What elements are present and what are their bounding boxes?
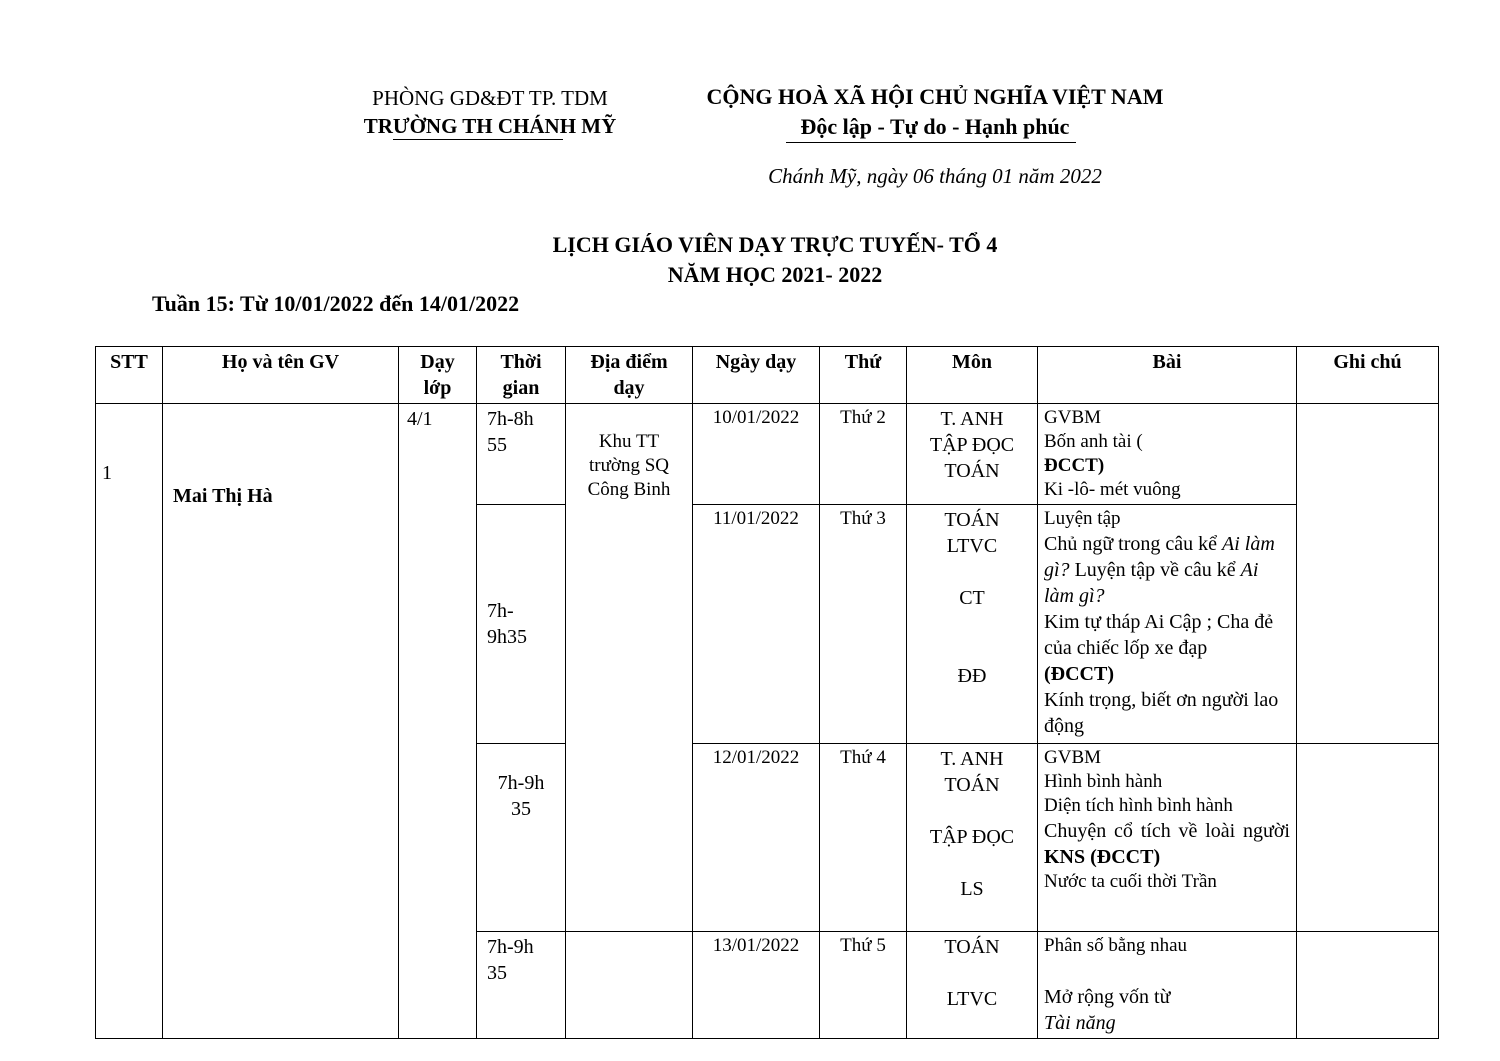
subject-cell: TOÁN LTVC [907,932,1038,1039]
note-cell [1297,932,1439,1039]
title-line-2: NĂM HỌC 2021- 2022 [667,262,883,287]
table-row [96,404,1439,505]
header-class: Dạy lớp [399,347,477,404]
header-subject: Môn [907,347,1038,404]
school-name: TRƯỜNG TH CHÁNH MỸ [363,114,617,138]
lesson-cell: GVBM Bốn anh tài ( ĐCCT) Ki -lô- mét vuông [1038,404,1297,505]
time-cell: 7h-8h 55 [477,404,566,505]
header-date: Ngày dạy [693,347,820,404]
motto: Độc lập - Tự do - Hạnh phúc [800,114,1070,139]
title-line-1: LỊCH GIÁO VIÊN DẠY TRỰC TUYẾN- TỔ 4 [552,232,998,257]
subject-cell: T. ANH TOÁN TẬP ĐỌC LS [907,744,1038,932]
weekday-cell: Thứ 4 [820,744,907,932]
teacher-name-cell: Mai Thị Hà [163,404,399,1039]
place-cell: Khu TT trường SQ Công Binh [566,404,693,932]
note-cell [1297,404,1439,744]
week-range: Tuần 15: Từ 10/01/2022 đến 14/01/2022 [152,291,520,316]
header-weekday: Thứ [820,347,907,404]
table-header-row [96,347,1439,404]
header-name: Họ và tên GV [163,347,399,404]
document-title [0,230,1500,290]
subject-cell: T. ANH TẬP ĐỌC TOÁN [907,404,1038,505]
weekday-cell: Thứ 3 [820,505,907,744]
divider [393,139,563,140]
department-name: PHÒNG GD&ĐT TP. TDM [372,86,608,110]
header-left [300,84,680,140]
weekday-cell: Thứ 2 [820,404,907,505]
time-cell: 7h-9h 35 [477,932,566,1039]
weekday-cell: Thứ 5 [820,932,907,1039]
place-cell [566,932,693,1039]
class-cell: 4/1 [399,404,477,1039]
date-cell: 10/01/2022 [693,404,820,505]
header-stt: STT [96,347,163,404]
lesson-cell: Luyện tập Chủ ngữ trong câu kể Ai làm gì? Luyện tập về câu kể Ai làm gì? Kim tự tháp Ai Cập ; Cha đẻ của chiếc lốp xe đạp (ĐCCT) Kính trọng, biết ơn người lao động [1038,505,1297,744]
header-time: Thời gian [477,347,566,404]
header-lesson: Bài [1038,347,1297,404]
header-place: Địa điểm dạy [566,347,693,404]
time-cell: 7h-9h 35 [477,744,566,932]
header-note: Ghi chú [1297,347,1439,404]
time-cell: 7h- 9h35 [477,505,566,744]
stt-cell: 1 [96,404,163,1039]
date-cell: 13/01/2022 [693,932,820,1039]
date-cell: 11/01/2022 [693,505,820,744]
date-line: Chánh Mỹ, ngày 06 tháng 01 năm 2022 [768,164,1102,188]
schedule-table [95,346,1439,1039]
lesson-cell: Phân số bằng nhau Mở rộng vốn từ Tài năng [1038,932,1297,1039]
lesson-cell: GVBM Hình bình hành Diện tích hình bình hành Chuyện cổ tích về loài người KNS (ĐCCT) Nước ta cuối thời Trần [1038,744,1297,932]
divider [786,142,1076,143]
subject-cell: TOÁN LTVC CT ĐĐ [907,505,1038,744]
nation-title: CỘNG HOÀ XÃ HỘI CHỦ NGHĨA VIỆT NAM [706,84,1164,109]
header-right [660,82,1210,142]
note-cell [1297,744,1439,932]
date-cell: 12/01/2022 [693,744,820,932]
